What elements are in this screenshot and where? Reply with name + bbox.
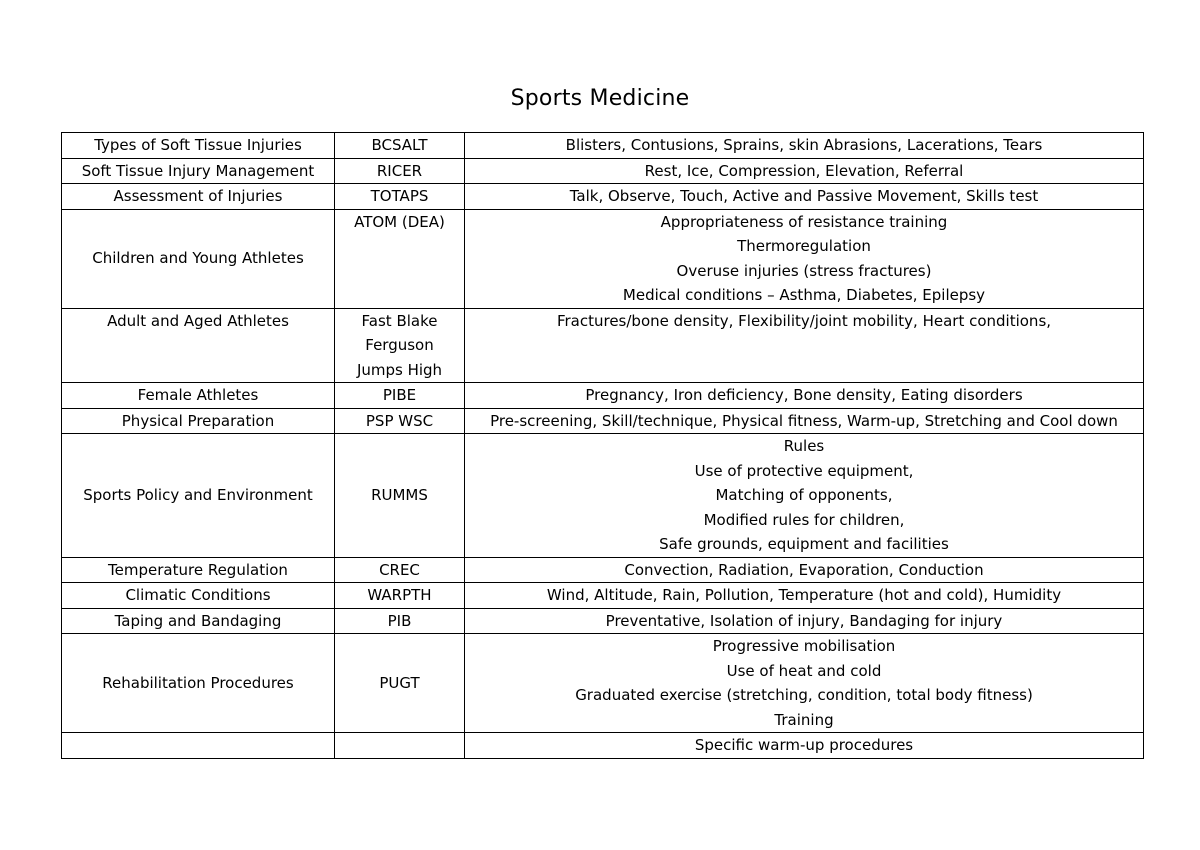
description-line: Thermoregulation [737,237,871,255]
description-cell [465,209,1144,308]
topic-cell: Temperature Regulation [62,557,335,583]
topic-cell: Rehabilitation Procedures [62,634,335,733]
description-line: Specific warm-up procedures [694,736,914,754]
abbreviation-line: PIBE [382,386,417,404]
description-line: Fractures/bone density, Flexibility/joint mobility, Heart conditions, [556,311,1052,330]
topic-cell: Climatic Conditions [62,583,335,609]
table-row [62,184,1144,210]
description-line: Safe grounds, equipment and facilities [659,535,949,553]
description-line: Talk, Observe, Touch, Active and Passive Movement, Skills test [569,187,1039,205]
table-row [62,308,1144,383]
abbreviation-line: CREC [379,560,420,579]
topic-cell: Taping and Bandaging [62,608,335,634]
description-line: Progressive mobilisation [712,637,896,655]
table-row [62,434,1144,558]
abbreviation-line: TOTAPS [370,187,429,205]
abbreviation-cell [335,583,465,609]
abbreviation-cell [335,209,465,308]
abbreviation-line: RICER [376,161,423,180]
table-row [62,608,1144,634]
table-row [62,583,1144,609]
table-row [62,158,1144,184]
abbreviation-cell [335,158,465,184]
description-cell [465,184,1144,210]
abbreviation-cell [335,408,465,434]
description-line: Use of heat and cold [726,661,882,680]
table-row [62,133,1144,159]
sports-medicine-table [61,132,1144,759]
description-line: Pregnancy, Iron deficiency, Bone density, Eating disorders [585,386,1023,404]
topic-cell: Sports Policy and Environment [62,434,335,558]
description-cell [465,383,1144,409]
description-line: Modified rules for children, [703,510,905,529]
description-line: Rules [783,437,825,455]
table-row [62,209,1144,308]
topic-cell: Soft Tissue Injury Management [62,158,335,184]
topic-cell: Assessment of Injuries [62,184,335,210]
description-line: Preventative, Isolation of injury, Bandaging for injury [605,611,1003,630]
description-line: Appropriateness of resistance training [660,212,948,231]
description-line: Medical conditions – Asthma, Diabetes, Epilepsy [622,286,986,304]
abbreviation-cell [335,184,465,210]
abbreviation-line: BCSALT [371,136,428,154]
description-line: Rest, Ice, Compression, Elevation, Referral [644,161,964,180]
abbreviation-cell [335,608,465,634]
abbreviation-line: PSP WSC [365,411,434,430]
topic-cell: Adult and Aged Athletes [62,308,335,383]
description-cell [465,733,1144,759]
abbreviation-line: PUGT [379,673,420,692]
abbreviation-cell [335,434,465,558]
description-cell [465,133,1144,159]
description-cell [465,557,1144,583]
description-cell [465,634,1144,733]
description-cell [465,434,1144,558]
description-line: Blisters, Contusions, Sprains, skin Abrasions, Lacerations, Tears [565,136,1043,154]
topic-cell [62,733,335,759]
description-line: Training [774,710,834,729]
abbreviation-line: ATOM (DEA) [354,212,445,231]
description-cell [465,608,1144,634]
description-line: Graduated exercise (stretching, condition, total body fitness) [575,686,1033,704]
abbreviation-line: Jumps High [356,360,443,379]
abbreviation-line: Fast Blake [361,311,438,330]
description-line: Pre-screening, Skill/technique, Physical fitness, Warm-up, Stretching and Cool down [490,411,1118,430]
abbreviation-line [338,733,461,758]
description-cell [465,408,1144,434]
abbreviation-cell [335,733,465,759]
table-row [62,408,1144,434]
abbreviation-cell [335,634,465,733]
abbreviation-cell [335,383,465,409]
description-line: Wind, Altitude, Rain, Pollution, Temperature (hot and cold), Humidity [546,586,1062,604]
abbreviation-line: Ferguson [365,336,434,354]
topic-cell: Children and Young Athletes [62,209,335,308]
abbreviation-cell [335,557,465,583]
description-cell [465,308,1144,383]
table-row [62,383,1144,409]
description-line: Use of protective equipment, [694,461,914,480]
table-row [62,557,1144,583]
abbreviation-line: PIB [387,611,412,630]
table-row [62,733,1144,759]
table-row [62,634,1144,733]
page-title: Sports Medicine [510,86,690,111]
abbreviation-line: WARPTH [367,586,432,604]
description-line: Convection, Radiation, Evaporation, Conduction [624,560,984,579]
abbreviation-cell [335,308,465,383]
description-line: Matching of opponents, [715,486,893,504]
abbreviation-cell [335,133,465,159]
table-body [62,133,1144,759]
description-cell [465,583,1144,609]
topic-cell: Female Athletes [62,383,335,409]
description-cell [465,158,1144,184]
abbreviation-line: RUMMS [371,486,428,504]
topic-cell: Types of Soft Tissue Injuries [62,133,335,159]
topic-cell: Physical Preparation [62,408,335,434]
description-line: Overuse injuries (stress fractures) [676,261,932,280]
